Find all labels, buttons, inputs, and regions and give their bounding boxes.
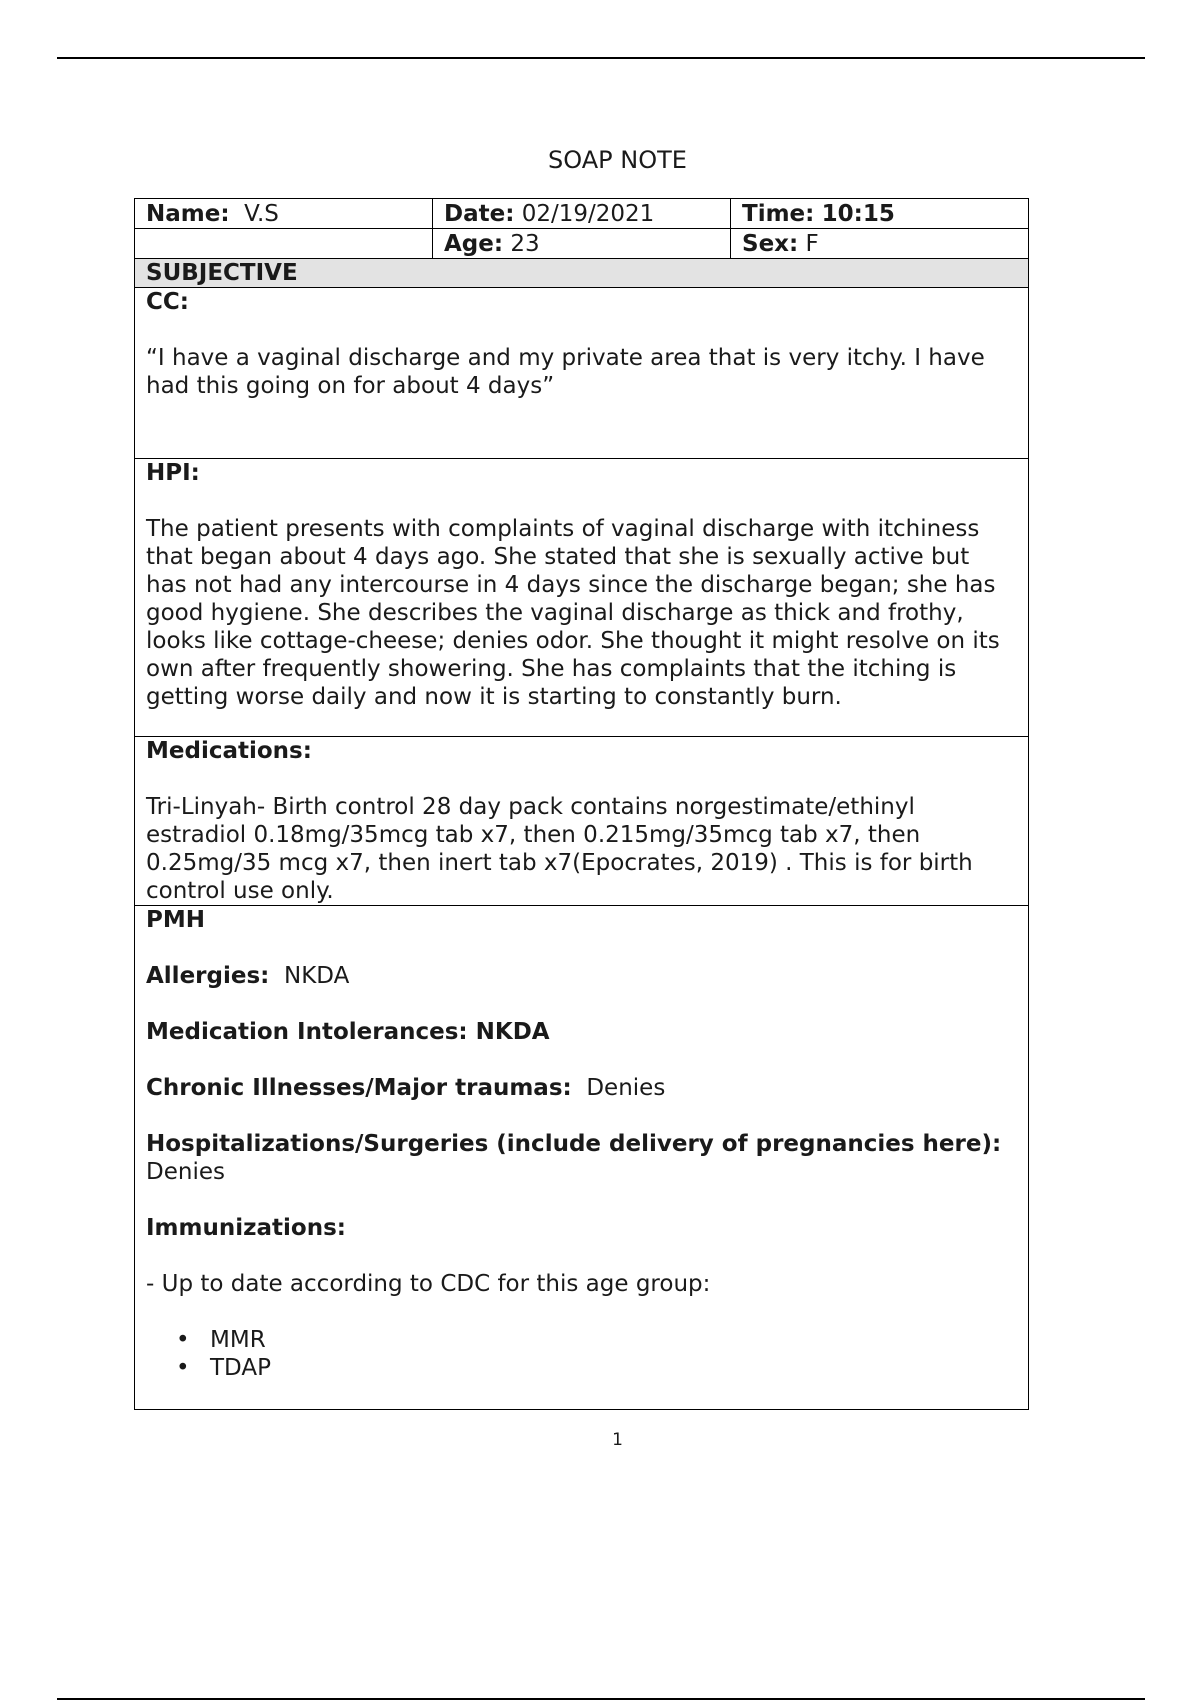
hpi-label: HPI: — [146, 460, 200, 486]
document-title: SOAP NOTE — [548, 146, 687, 174]
chronic-label: Chronic Illnesses/Major traumas: — [146, 1075, 572, 1101]
intolerances-line: Medication Intolerances: NKDA — [146, 1019, 550, 1045]
age-value: 23 — [510, 231, 540, 257]
name-label: Name: — [146, 201, 230, 227]
header-row-1 — [135, 199, 1029, 229]
chronic-line — [146, 1074, 1017, 1102]
immunizations-list — [146, 1326, 1017, 1382]
age-cell — [433, 229, 731, 259]
hospitalizations-label: Hospitalizations/Surgeries (include delivery of pregnancies here): — [146, 1131, 1002, 1157]
allergies-label: Allergies: — [146, 963, 270, 989]
hospitalizations-line — [146, 1130, 1017, 1186]
chronic-value: Denies — [586, 1075, 666, 1101]
immunizations-label: Immunizations: — [146, 1215, 346, 1241]
hpi-cell — [135, 459, 1029, 737]
soap-note-table — [134, 198, 1029, 1410]
sex-value: F — [805, 231, 819, 257]
cc-label: CC: — [146, 289, 189, 315]
age-label: Age: — [444, 231, 504, 257]
cc-cell — [135, 288, 1029, 459]
name-value: V.S — [244, 201, 279, 227]
cc-text: “I have a vaginal discharge and my private area that is very itchy. I have had this going on for about 4 days” — [146, 345, 985, 399]
sex-label: Sex: — [742, 231, 799, 257]
medications-text: Tri-Linyah- Birth control 28 day pack contains norgestimate/ethinyl estradiol 0.18mg/35mcg tab x7, then 0.215mg/35mcg tab x7, then 0.25mg/35 mcg x7, then inert tab x7(Epocrates, 2019) . This is for birth control use only. — [146, 794, 973, 904]
header-row-2 — [135, 229, 1029, 259]
hpi-row — [135, 459, 1029, 737]
cc-row — [135, 288, 1029, 459]
medications-cell — [135, 737, 1029, 906]
time-value: 10:15 — [821, 201, 895, 227]
date-value: 02/19/2021 — [521, 201, 655, 227]
time-label: Time: — [742, 201, 815, 227]
immunizations-intro: - Up to date according to CDC for this age group: — [146, 1271, 711, 1297]
pmh-row — [135, 906, 1029, 1410]
page-number: 1 — [612, 1430, 623, 1450]
hpi-text: The patient presents with complaints of vaginal discharge with itchiness that began about 4 days ago. She stated that she is sexually active but has not had any intercourse in 4 days since the discharge began; she has good hygiene. She describes the vaginal discharge as thick and frothy, looks like cottage-cheese; denies odor. She thought it might resolve on its own after frequently showering. She has complaints that the itching is getting worse daily and now it is starting to constantly burn. — [146, 516, 1000, 710]
date-label: Date: — [444, 201, 515, 227]
pmh-heading: PMH — [146, 907, 205, 933]
time-cell — [731, 199, 1029, 229]
sex-cell — [731, 229, 1029, 259]
name-cell — [135, 199, 433, 229]
list-item: • TDAP — [210, 1354, 1017, 1382]
top-rule — [57, 57, 1145, 59]
date-cell — [433, 199, 731, 229]
allergies-value: NKDA — [283, 963, 350, 989]
pmh-cell — [135, 906, 1029, 1410]
subjective-bar — [135, 259, 1029, 288]
allergies-line — [146, 962, 1017, 990]
medications-label: Medications: — [146, 738, 312, 764]
empty-cell — [135, 229, 433, 259]
medications-row — [135, 737, 1029, 906]
hospitalizations-value: Denies — [146, 1159, 225, 1185]
list-item: • MMR — [210, 1326, 1017, 1354]
subjective-heading: SUBJECTIVE — [135, 259, 1029, 288]
